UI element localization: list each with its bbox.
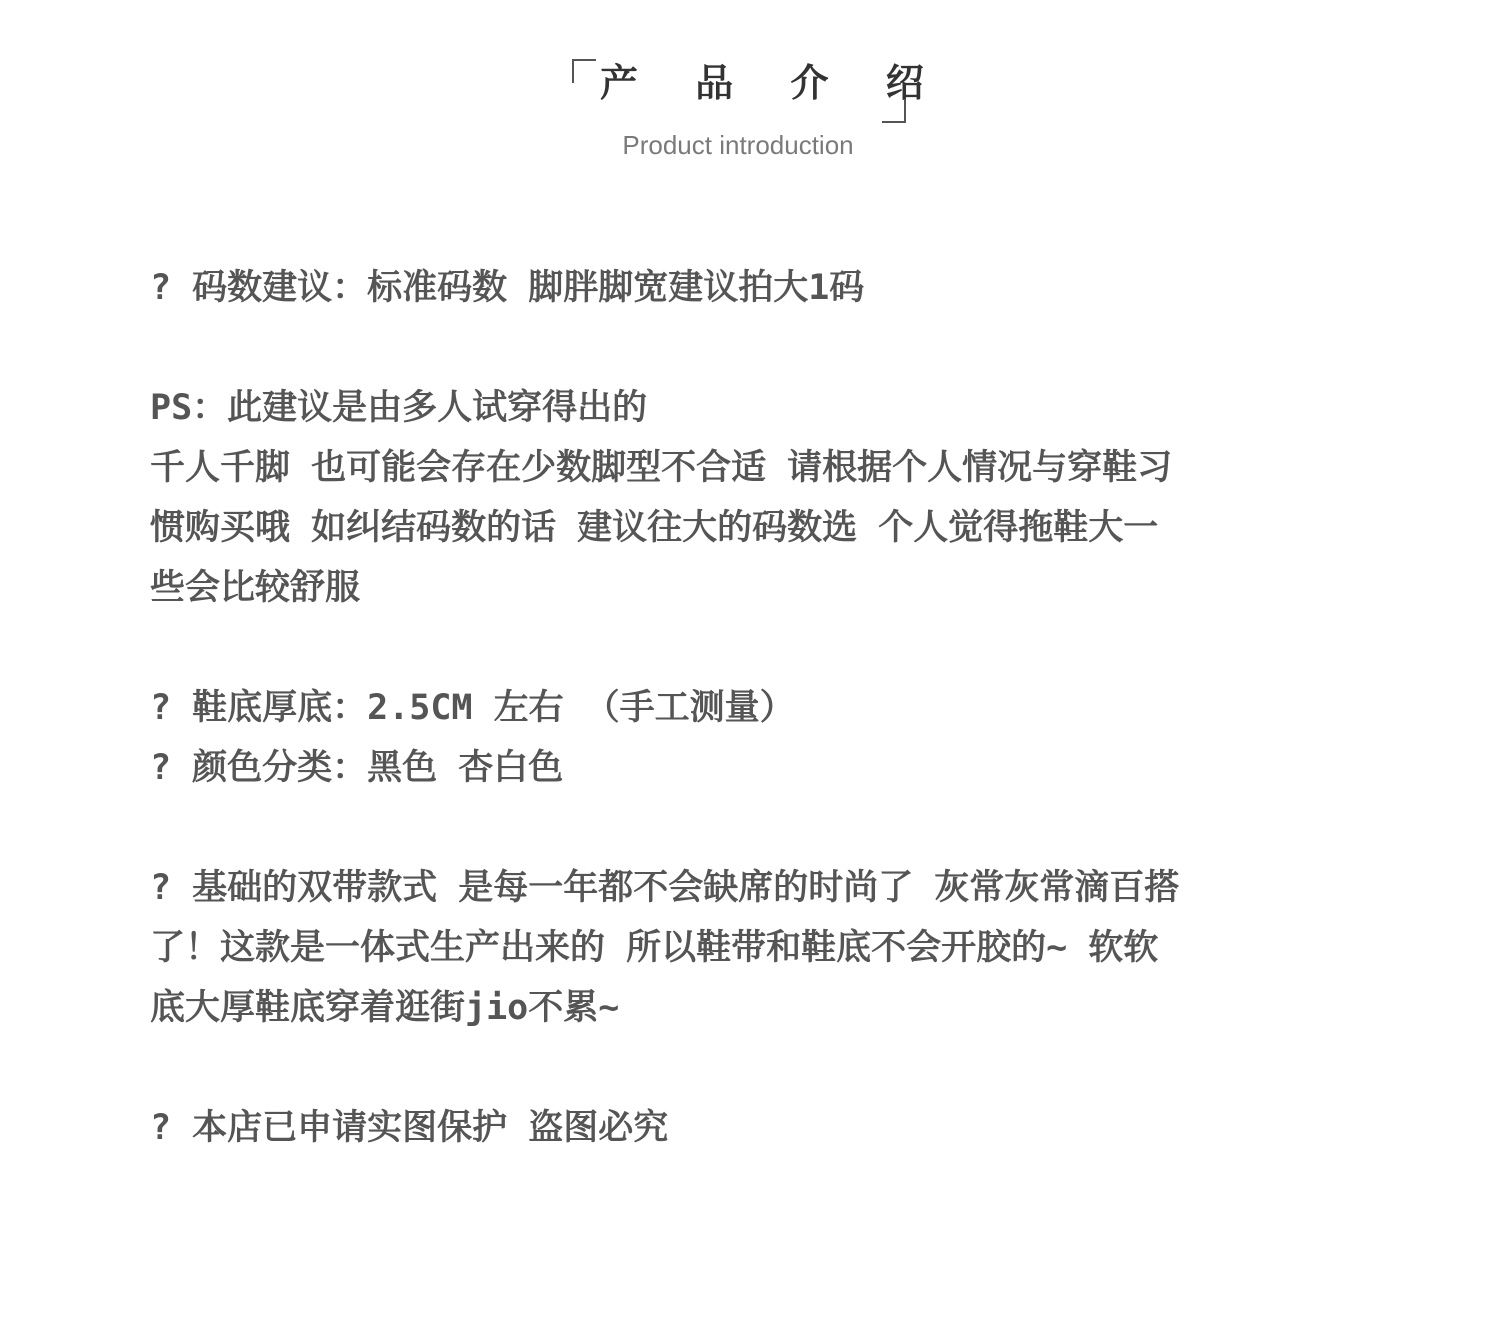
color-options: ? 颜色分类：黑色 杏白色 [150,748,564,788]
product-description [150,258,1340,1158]
spacer [150,798,1340,858]
style-description-line: 底大厚鞋底穿着逛街jio不累~ [150,988,620,1028]
ps-note-line: 千人千脚 也可能会存在少数脚型不合适 请根据个人情况与穿鞋习 [150,448,1173,488]
ps-note-line: 些会比较舒服 [150,568,361,608]
section-subtitle: Product introduction [622,130,854,160]
corner-bracket-open-icon [572,59,596,83]
spacer [150,618,1340,678]
spacer [150,318,1340,378]
spacer [150,1038,1340,1098]
ps-note-line: 惯购买哦 如纠结码数的话 建议往大的码数选 个人觉得拖鞋大一 [150,508,1159,548]
style-description-line: 了！这款是一体式生产出来的 所以鞋带和鞋底不会开胶的~ 软软 [150,928,1159,968]
copyright-notice: ? 本店已申请实图保护 盗图必究 [150,1108,669,1148]
sole-thickness: ? 鞋底厚底：2.5CM 左右 （手工测量） [150,688,795,728]
corner-bracket-close-icon [882,99,906,123]
ps-note-line: PS：此建议是由多人试穿得出的 [150,388,648,428]
section-header [0,0,1500,200]
size-advice: ? 码数建议：标准码数 脚胖脚宽建议拍大1码 [150,268,865,308]
section-title: 产 品 介 绍 [600,61,946,105]
style-description-line: ? 基础的双带款式 是每一年都不会缺席的时尚了 灰常灰常滴百搭 [150,868,1180,908]
